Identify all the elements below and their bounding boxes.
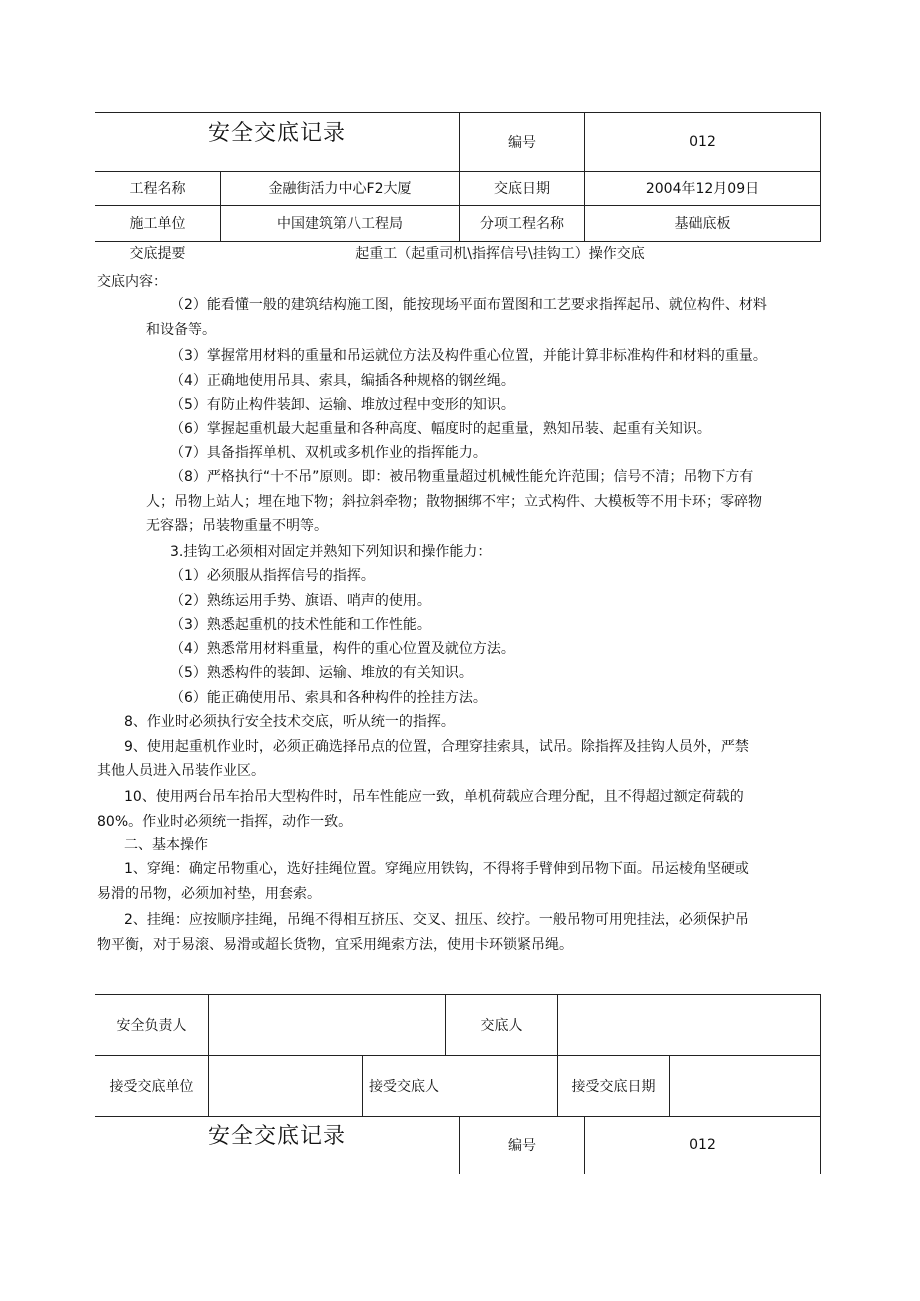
op-1-line-1: 1、穿绳：确定吊物重心，选好挂绳位置。穿绳应用铁钩，不得将手臂伸到吊物下面。吊运棱角坚硬或 [124, 861, 749, 877]
item-2-line-1: （2）能看懂一般的建筑结构施工图，能按现场平面布置图和工艺要求指挥起吊、就位构件、材料 [170, 297, 767, 313]
section-3-item-4: （4）熟悉常用材料重量，构件的重心位置及就位方法。 [170, 641, 515, 657]
receiving-unit-label: 接受交底单位 [109, 1078, 194, 1095]
item-3: （3）掌握常用材料的重量和吊运就位方法及构件重心位置，并能计算非标准构件和材料的重量。 [170, 348, 767, 364]
op-2-line-2: 物平衡，对于易滚、易滑或超长货物，宜采用绳索方法，使用卡环锁紧吊绳。 [97, 937, 573, 953]
footer-number-label: 编号 [508, 1138, 536, 1154]
item-2-line-2: 和设备等。 [146, 322, 216, 338]
item-8-line-1: （8）严格执行“十不吊”原则。即：被吊物重量超过机械性能允许范围；信号不清；吊物下方有 [170, 469, 754, 485]
section-3-item-2: （2）熟练运用手势、旗语、哨声的使用。 [170, 593, 431, 609]
summary-label: 交底提要 [129, 246, 186, 262]
contractor-label: 施工单位 [129, 216, 186, 232]
section-3-item-6: （6）能正确使用吊、索具和各种构件的拴挂方法。 [170, 690, 487, 706]
receiver-label: 接受交底人 [369, 1078, 439, 1095]
item-5: （5）有防止构件装卸、运输、堆放过程中变形的知识。 [170, 397, 515, 413]
item-9-line-1: 9、使用起重机作业时，必须正确选择吊点的位置，合理穿挂索具，试吊。除指挥及挂钩人员外，严禁 [124, 739, 749, 755]
number-value: 012 [689, 133, 716, 150]
section-3-item-3: （3）熟悉起重机的技术性能和工作性能。 [170, 617, 431, 633]
project-name-value: 金融街活力中心F2大厦 [268, 181, 412, 197]
section-3-item-5: （5）熟悉构件的装卸、运输、堆放的有关知识。 [170, 665, 473, 681]
item-10-line-2: 80%。作业时必须统一指挥，动作一致。 [97, 814, 353, 830]
section-3-heading: 3.挂钩工必须相对固定并熟知下列知识和操作能力： [170, 544, 492, 560]
date-value: 2004年12月09日 [645, 181, 760, 197]
item-8-line-2: 人；吊物上站人；埋在地下物；斜拉斜牵物；散物捆绑不牢；立式构件、大模板等不用卡环；零碎物 [146, 494, 762, 510]
safety-lead-label: 安全负责人 [116, 1017, 187, 1034]
section-3-item-1: （1）必须服从指挥信号的指挥。 [170, 568, 375, 584]
number-label: 编号 [508, 134, 536, 151]
item-4: （4）正确地使用吊具、索具，编插各种规格的钢丝绳。 [170, 373, 515, 389]
item-6: （6）掌握起重机最大起重量和各种高度、幅度时的起重量，熟知吊装、起重有关知识。 [170, 421, 711, 437]
footer-page-title: 安全交底记录 [208, 1124, 347, 1149]
discloser-value [558, 994, 820, 1055]
item-7: （7）具备指挥单机、双机或多机作业的指挥能力。 [170, 445, 487, 461]
date-label: 交底日期 [494, 181, 550, 197]
op-2-line-1: 2、挂绳：应按顺序挂绳，吊绳不得相互挤压、交叉、扭压、绞拧。一般吊物可用兜挂法，必须保护吊 [124, 912, 749, 928]
subproject-value: 基础底板 [674, 216, 731, 232]
footer-number-value: 012 [689, 1137, 716, 1153]
item-8-line-3: 无容器；吊装物重量不明等。 [146, 518, 328, 534]
op-1-line-2: 易滑的吊物，必须加衬垫，用套索。 [97, 886, 321, 902]
subproject-label: 分项工程名称 [480, 216, 564, 232]
project-name-label: 工程名称 [129, 181, 186, 197]
discloser-label: 交底人 [480, 1017, 523, 1034]
item-9-line-2: 其他人员进入吊装作业区。 [97, 763, 265, 779]
content-label: 交底内容： [97, 274, 167, 290]
safety-lead-value [209, 994, 445, 1055]
receive-date-label: 接受交底日期 [571, 1078, 656, 1095]
page-title: 安全交底记录 [208, 121, 347, 146]
item-8-rule: 8、作业时必须执行安全技术交底，听从统一的指挥。 [124, 714, 455, 730]
summary-value: 起重工（起重司机\指挥信号\挂钩工）操作交底 [355, 246, 645, 262]
basic-ops-heading: 二、基本操作 [124, 837, 208, 853]
contractor-value: 中国建筑第八工程局 [277, 216, 403, 232]
item-10-line-1: 10、使用两台吊车抬吊大型构件时，吊车性能应一致，单机荷载应合理分配，且不得超过额定荷载的 [124, 789, 744, 805]
